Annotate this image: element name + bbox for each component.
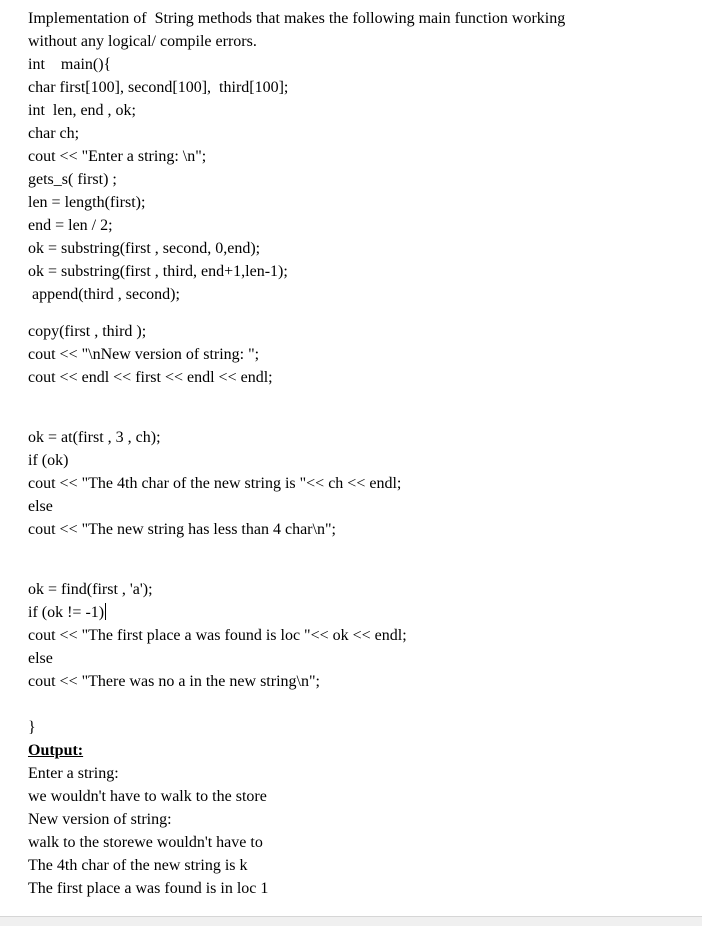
code-line: cout << endl << first << endl << endl; — [28, 369, 273, 386]
code-line: int main(){ — [28, 56, 112, 73]
intro-line-2: without any logical/ compile errors. — [28, 33, 257, 50]
output-line: New version of string: — [28, 811, 172, 828]
code-line: char ch; — [28, 125, 80, 142]
output-heading: Output: — [28, 742, 84, 759]
output-line: we wouldn't have to walk to the store — [28, 788, 267, 805]
code-line-text: if (ok != -1) — [28, 604, 105, 621]
code-line: ok = substring(first , second, 0,end); — [28, 240, 261, 257]
code-line: else — [28, 650, 53, 667]
code-line: } — [28, 719, 36, 736]
code-line: ok = at(first , 3 , ch); — [28, 429, 161, 446]
code-line-with-cursor[interactable] — [28, 603, 106, 623]
code-line: char first[100], second[100], third[100]; — [28, 79, 289, 96]
bottom-scroll-area — [0, 916, 702, 926]
code-line: ok = find(first , 'a'); — [28, 581, 153, 598]
code-line: else — [28, 498, 53, 515]
output-line: Enter a string: — [28, 765, 119, 782]
intro-line-1: Implementation of String methods that makes the following main function working — [28, 10, 566, 27]
code-line: append(third , second); — [28, 286, 180, 303]
code-line: cout << "The first place a was found is loc "<< ok << endl; — [28, 627, 407, 644]
code-line: cout << "The 4th char of the new string is "<< ch << endl; — [28, 475, 402, 492]
code-line: cout << "The new string has less than 4 char\n"; — [28, 521, 336, 538]
code-line: cout << "Enter a string: \n"; — [28, 148, 207, 165]
output-line: The 4th char of the new string is k — [28, 857, 248, 874]
code-line: gets_s( first) ; — [28, 171, 117, 188]
code-line: ok = substring(first , third, end+1,len-1); — [28, 263, 288, 280]
code-line: int len, end , ok; — [28, 102, 136, 119]
code-line: cout << "There was no a in the new string\n"; — [28, 673, 320, 690]
text-cursor — [105, 603, 106, 620]
code-line: cout << "\nNew version of string: "; — [28, 346, 260, 363]
output-line: walk to the storewe wouldn't have to — [28, 834, 263, 851]
code-line: end = len / 2; — [28, 217, 113, 234]
output-line: The first place a was found is in loc 1 — [28, 880, 269, 897]
code-line: if (ok) — [28, 452, 69, 469]
code-line: len = length(first); — [28, 194, 146, 211]
code-line: copy(first , third ); — [28, 323, 147, 340]
